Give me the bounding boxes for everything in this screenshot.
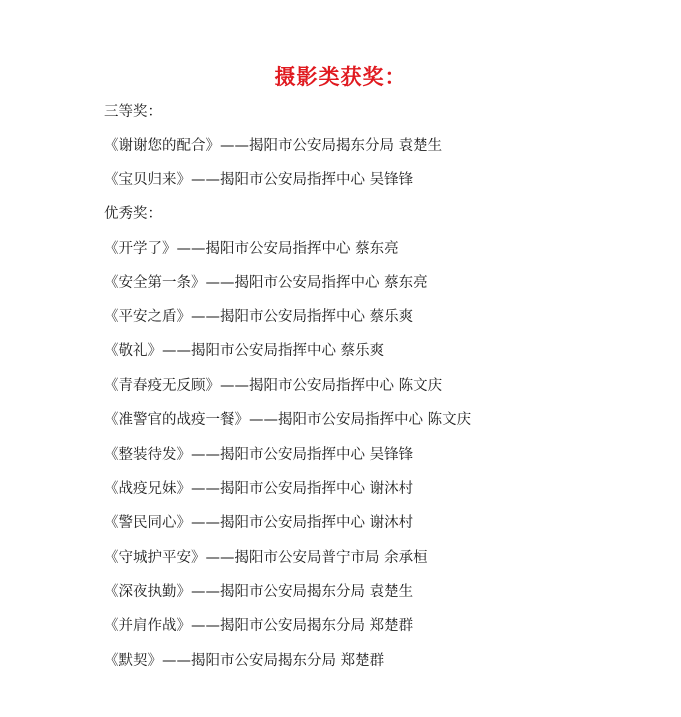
award-entry: 《整装待发》——揭阳市公安局指挥中心 吴锋锋 bbox=[104, 447, 414, 463]
page-title: 摄影类获奖： bbox=[274, 65, 407, 89]
award-entry: 《平安之盾》——揭阳市公安局指挥中心 蔡乐爽 bbox=[104, 309, 414, 325]
award-entry: 《并肩作战》——揭阳市公安局揭东分局 郑楚群 bbox=[104, 618, 414, 634]
award-entry: 《战疫兄妹》——揭阳市公安局指挥中心 谢沐村 bbox=[104, 481, 414, 497]
award-entry: 《宝贝归来》——揭阳市公安局指挥中心 吴锋锋 bbox=[104, 172, 414, 188]
award-entry: 《准警官的战疫一餐》——揭阳市公安局指挥中心 陈文庆 bbox=[104, 412, 472, 428]
award-entry: 《安全第一条》——揭阳市公安局指挥中心 蔡东亮 bbox=[104, 275, 428, 291]
award-entry: 《敬礼》——揭阳市公安局指挥中心 蔡乐爽 bbox=[104, 343, 385, 359]
excellence-prize-heading: 优秀奖： bbox=[104, 206, 162, 222]
award-entry: 《青春疫无反顾》——揭阳市公安局指挥中心 陈文庆 bbox=[104, 378, 443, 394]
award-entry: 《谢谢您的配合》——揭阳市公安局揭东分局 袁楚生 bbox=[104, 138, 443, 154]
award-entry: 《开学了》——揭阳市公安局指挥中心 蔡东亮 bbox=[104, 241, 399, 257]
award-entry: 《默契》——揭阳市公安局揭东分局 郑楚群 bbox=[104, 653, 385, 669]
award-entry: 《守城护平安》——揭阳市公安局普宁市局 余承桓 bbox=[104, 550, 428, 566]
award-entry: 《警民同心》——揭阳市公安局指挥中心 谢沐村 bbox=[104, 515, 414, 531]
third-prize-heading: 三等奖： bbox=[104, 104, 162, 120]
award-entry: 《深夜执勤》——揭阳市公安局揭东分局 袁楚生 bbox=[104, 584, 414, 600]
